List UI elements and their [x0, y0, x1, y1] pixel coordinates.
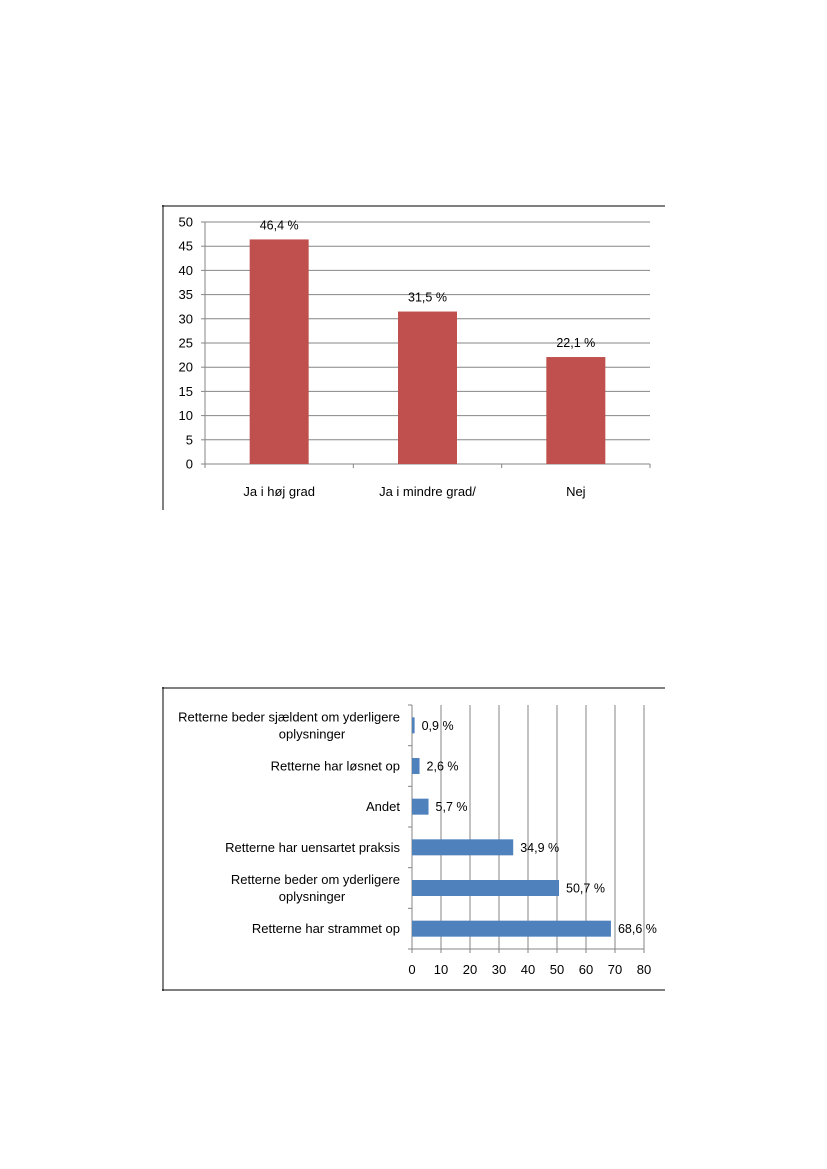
x-tick-label: 50: [549, 962, 565, 977]
y-tick-label: 25: [178, 335, 193, 351]
y-tick-label: 45: [178, 238, 193, 254]
data-label: 46,4 %: [259, 218, 299, 233]
bar: [398, 312, 457, 464]
y-tick-label: 40: [178, 262, 193, 278]
y-tick-label: oplysninger: [278, 889, 346, 904]
x-tick-label: 40: [520, 962, 536, 977]
x-tick-label: 80: [636, 962, 652, 977]
bar-chart-yes-no-svg: [162, 205, 665, 510]
bar: [546, 357, 605, 464]
data-label: 31,5 %: [408, 290, 447, 305]
y-tick-label: 20: [178, 359, 193, 375]
bar: [250, 239, 309, 464]
bar: [412, 839, 513, 855]
bar: [412, 880, 559, 896]
y-tick-label: 0: [185, 456, 193, 472]
bar-chart-court-practice-svg: [162, 687, 665, 991]
x-tick-label: 0: [408, 962, 416, 977]
y-tick-label: Andet: [366, 799, 400, 815]
bar: [412, 758, 420, 774]
data-label: 50,7 %: [566, 881, 605, 896]
y-tick-label: Retterne beder om yderligere: [230, 872, 400, 887]
x-tick-label: 30: [491, 962, 507, 977]
bar: [412, 921, 611, 937]
x-tick-label: 20: [462, 962, 478, 977]
data-label: 2,6 %: [426, 759, 459, 774]
y-tick-label: Retterne beder sjældent om yderligere: [178, 709, 400, 725]
y-tick-label: 35: [178, 287, 193, 303]
data-label: 22,1 %: [556, 336, 596, 351]
y-tick-label: Retterne har uensartet praksis: [225, 839, 400, 855]
x-tick-label: 70: [607, 962, 623, 977]
y-tick-label: Retterne har løsnet op: [270, 758, 400, 774]
data-label: 5,7 %: [435, 800, 468, 815]
y-tick-label: oplysninger: [278, 726, 346, 742]
x-tick-label: 10: [433, 962, 449, 977]
bar-chart-court-practice: [162, 687, 665, 991]
y-tick-label: 10: [178, 408, 193, 424]
y-tick-label: 30: [178, 311, 193, 327]
x-tick-label: Ja i mindre grad/: [379, 484, 476, 499]
data-label: 34,9 %: [520, 840, 560, 855]
y-tick-label: 15: [178, 383, 193, 399]
x-tick-label: Nej: [566, 484, 586, 499]
y-tick-label: Retterne har strammet op: [251, 921, 400, 937]
x-tick-label: Ja i høj grad: [243, 484, 315, 499]
data-label: 0,9 %: [421, 718, 454, 733]
y-tick-label: 50: [178, 214, 193, 230]
bar: [412, 799, 429, 815]
bar-chart-yes-no: [162, 205, 665, 510]
bar: [412, 717, 415, 733]
y-tick-label: 5: [185, 432, 193, 448]
x-tick-label: 60: [578, 962, 594, 977]
data-label: 68,6 %: [617, 922, 657, 937]
